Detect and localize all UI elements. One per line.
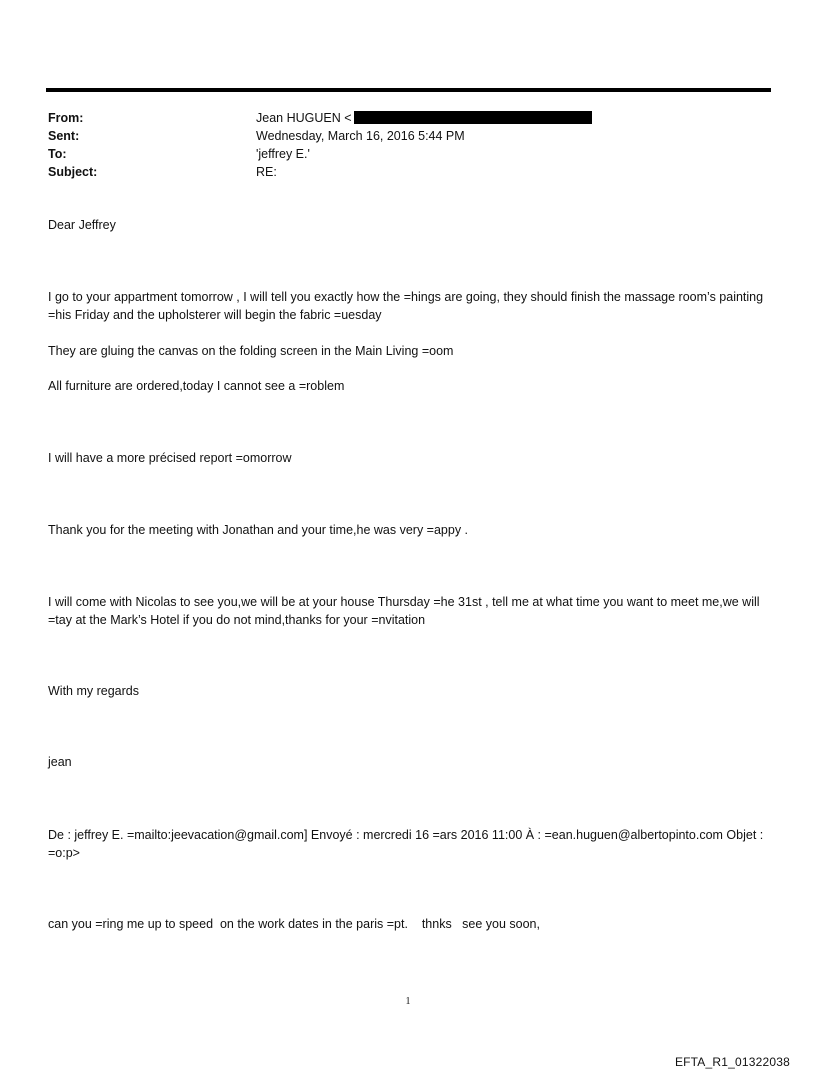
email-header [48, 109, 768, 181]
paragraph-appartment: I go to your appartment tomorrow , I will tell you exactly how the =hings are going, they should finish the massage room’s painting =his Friday and the upholsterer will begin the fabric =uesday [48, 290, 764, 322]
header-rule [46, 88, 771, 92]
page-number: 1 [405, 996, 411, 1007]
from-row [48, 109, 768, 127]
paragraph-report: I will have a more précised report =omorrow [48, 451, 292, 465]
paragraph-visit: I will come with Nicolas to see you,we will be at your house Thursday =he 31st , tell me at what time you want to meet me,we will =tay at the Mark’s Hotel if you do not mind,thanks for your =nvitation [48, 595, 760, 627]
quoted-header: De : jeffrey E. =mailto:jeevacation@gmail.com] Envoyé : mercredi 16 =ars 2016 11:00 À : =ean.huguen@albertopinto.com Objet : =o:p> [48, 828, 764, 860]
redaction-block [354, 111, 592, 124]
paragraph-canvas: They are gluing the canvas on the folding screen in the Main Living =oom [48, 344, 454, 358]
paragraph-furniture: All furniture are ordered,today I cannot see a =roblem [48, 379, 345, 393]
quoted-body: can you =ring me up to speed on the work dates in the paris =pt. thnks see you soon, [48, 917, 540, 931]
from-value [256, 109, 768, 127]
sent-label: Sent: [48, 129, 80, 143]
from-label: From: [48, 111, 84, 125]
to-row [48, 145, 768, 163]
from-name: Jean HUGUEN < [256, 111, 352, 125]
sent-row [48, 127, 768, 145]
sent-value: Wednesday, March 16, 2016 5:44 PM [256, 129, 465, 143]
subject-value: RE: [256, 165, 277, 179]
bates-stamp: EFTA_R1_01322038 [674, 1055, 790, 1069]
subject-label: Subject: [48, 165, 98, 179]
closing: With my regards [48, 684, 139, 698]
subject-row [48, 163, 768, 181]
to-value: 'jeffrey E.' [256, 147, 310, 161]
greeting: Dear Jeffrey [48, 218, 116, 232]
signature: jean [48, 755, 72, 769]
paragraph-thanks: Thank you for the meeting with Jonathan and your time,he was very =appy . [48, 523, 469, 537]
to-label: To: [48, 147, 67, 161]
